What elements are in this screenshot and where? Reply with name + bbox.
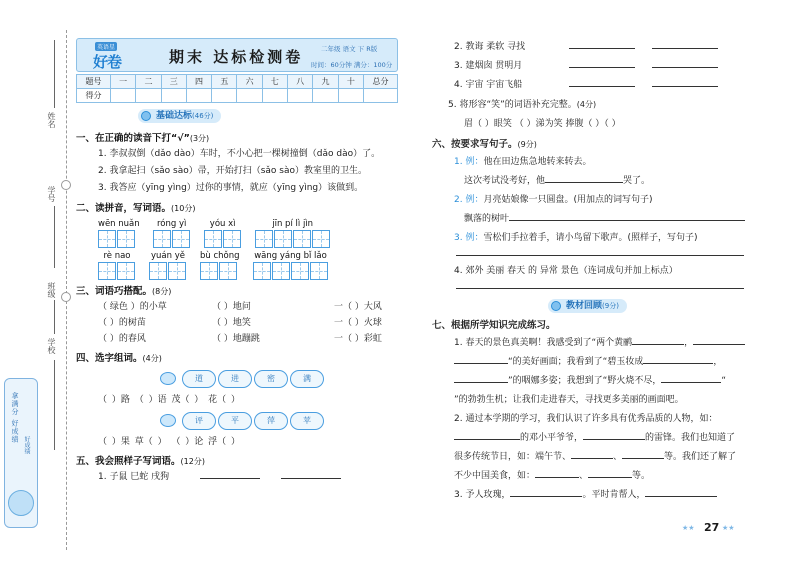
- question-7-text: 1. 春天的景色真美啊！我感受到了“两个黄鹂: [454, 338, 633, 348]
- question-7-text: 等。: [632, 471, 651, 481]
- score-header-cell: 六: [237, 75, 262, 89]
- answer-blank[interactable]: [281, 469, 341, 479]
- score-header-cell: 九: [313, 75, 338, 89]
- section-textbook-badge: [548, 299, 627, 313]
- example-label: 3. 例：: [454, 233, 484, 243]
- answer-blank[interactable]: [569, 39, 635, 49]
- pinyin-label: yuán yě: [151, 251, 185, 261]
- writing-grid[interactable]: [204, 230, 222, 248]
- lightbulb-icon: [141, 111, 151, 121]
- question-6-2-answer: [432, 210, 762, 229]
- question-2-text: 二、读拼音，写词语。: [76, 203, 172, 214]
- match-row: [76, 331, 402, 347]
- pinyin-group: [255, 218, 331, 248]
- pinyin-label: róng yì: [156, 219, 187, 229]
- score-input-cell[interactable]: [262, 89, 287, 103]
- name-label: 姓名: [47, 112, 56, 128]
- question-6-2: [432, 191, 762, 210]
- score-header-cell: 七: [262, 75, 287, 89]
- question-1-text: 一、在正确的读音下打“√”: [76, 133, 190, 144]
- question-4-title: [76, 351, 402, 366]
- exam-grade-info: 二年级 语文 下 R版: [321, 45, 378, 53]
- pinyin-group: [200, 250, 240, 280]
- answer-blank[interactable]: [510, 487, 582, 497]
- question-6-1: [432, 153, 762, 172]
- decor-stars: ★★: [682, 524, 695, 532]
- pinyin-label: rè nao: [103, 251, 131, 261]
- score-input-cell[interactable]: [338, 89, 363, 103]
- question-7-text: 的雷锋。我们也知道了: [645, 433, 736, 443]
- score-input-cell[interactable]: [186, 89, 211, 103]
- writing-grid[interactable]: [272, 262, 290, 280]
- school-label: 学校: [47, 338, 56, 354]
- book-icon: [551, 301, 561, 311]
- answer-blank[interactable]: [622, 449, 664, 459]
- question-7-text: 等。我们还了解了: [664, 452, 737, 462]
- question-7-2: 2. 通过本学期的学习，我们认识了许多具有优秀品质的人物，如：: [454, 414, 718, 424]
- question-7-text: ”的咽娜多姿；我想到了“野火烧不尽，: [508, 376, 662, 386]
- score-input-cell[interactable]: [212, 89, 237, 103]
- cloud-row: [76, 408, 402, 434]
- score-header-cell: 四: [186, 75, 211, 89]
- writing-grid[interactable]: [98, 230, 116, 248]
- answer-blank[interactable]: [545, 173, 623, 183]
- question-5-4: [432, 95, 762, 115]
- question-5-example: 4. 宇宙 宇宙飞船: [454, 80, 523, 90]
- example-sentence: 他在田边焦急地转来转去。: [483, 157, 592, 167]
- answer-blank[interactable]: [509, 211, 745, 221]
- question-7-1: 1. 春天的景色真美啊！我感受到了“两个黄鹂 ，: [432, 334, 762, 353]
- writing-grid[interactable]: [310, 262, 328, 280]
- question-5-4-text: 5. 将形容“笑”的词语补充完整。: [448, 100, 577, 110]
- score-header-cell: 题号: [77, 75, 111, 89]
- score-header-cell: 十: [338, 75, 363, 89]
- section-basic-badge: [138, 109, 221, 123]
- section-basic-points: (46分): [192, 112, 214, 120]
- question-7-3: [432, 486, 762, 505]
- writing-grid[interactable]: [172, 230, 190, 248]
- section-basic-title: 基础达标: [156, 111, 193, 121]
- binding-hole: [61, 292, 71, 302]
- score-input-cell[interactable]: [136, 89, 161, 103]
- answer-blank[interactable]: [652, 39, 718, 49]
- question-1-item[interactable]: 2. 我拿起扫（sǎo sào）帚，开始打扫（sǎo sào）教室里的卫生。: [98, 166, 368, 176]
- school-line[interactable]: [54, 360, 55, 450]
- question-2-points: (10分): [171, 204, 196, 213]
- pinyin-group: [98, 218, 140, 248]
- score-input-cell[interactable]: [288, 89, 313, 103]
- question-3-text: 三、词语巧搭配。: [76, 286, 153, 297]
- pinyin-label: jīn pí lì jìn: [272, 219, 314, 229]
- sentence-start: 这次考试没考好，他: [464, 176, 546, 186]
- side-banner-text: 拿满分 好成绩: [11, 392, 19, 444]
- cloud-char: 进: [218, 370, 252, 388]
- writing-grid[interactable]: [153, 230, 171, 248]
- match-item[interactable]: （ ）地笑: [212, 318, 251, 328]
- match-item[interactable]: （ 绿色 ）的小草: [98, 302, 167, 312]
- writing-grid[interactable]: [117, 230, 135, 248]
- answer-blank[interactable]: [643, 354, 713, 364]
- example-sentence: 月亮姑娘像一只圆盘。(用加点的词写句子): [483, 195, 653, 205]
- writing-grid[interactable]: [168, 262, 186, 280]
- writing-grid[interactable]: [255, 230, 273, 248]
- sentence-end: 哭了。: [623, 176, 651, 186]
- pinyin-group: [98, 250, 136, 280]
- question-5-title: [76, 454, 402, 469]
- question-7-text: “的美好画面；我看到了“碧玉妆成: [508, 357, 644, 367]
- answer-blank[interactable]: [571, 449, 613, 459]
- score-table: [76, 74, 398, 103]
- match-item[interactable]: （ ）地蹦跳: [212, 334, 260, 344]
- logo-tag: 英语星: [97, 44, 116, 51]
- question-7-text: 很多传统节日，如：端午节、: [454, 452, 572, 462]
- question-7-text: 不少中国美食，如：: [454, 471, 536, 481]
- question-6-3: [432, 229, 762, 248]
- example-label: 2. 例：: [454, 195, 484, 205]
- exam-title: 期末 达标检测卷: [169, 48, 304, 66]
- writing-grid[interactable]: [200, 262, 218, 280]
- answer-line[interactable]: [456, 281, 744, 289]
- score-header-cell: 五: [212, 75, 237, 89]
- writing-grid[interactable]: [219, 262, 237, 280]
- pinyin-group: [153, 218, 191, 248]
- question-4-text: 四、选字组词。: [76, 353, 143, 364]
- cloud-char: 评: [182, 412, 216, 430]
- question-1-points: (3分): [189, 134, 210, 143]
- question-5-points: (12分): [180, 457, 205, 466]
- binding-strip: [0, 0, 72, 565]
- score-header-cell: 三: [161, 75, 186, 89]
- answer-blank[interactable]: [200, 469, 260, 479]
- question-1-title: [76, 131, 402, 146]
- question-7-text: 的邓小平爷爷，: [520, 433, 584, 443]
- sentence-start: 飘落的树叶: [464, 214, 510, 224]
- match-item[interactable]: 一（ ）火球: [334, 318, 382, 328]
- match-item[interactable]: 一（ ）彩虹: [334, 334, 382, 344]
- match-item[interactable]: （ ）的树苗: [98, 318, 146, 328]
- match-row: [76, 315, 402, 331]
- cloud-row: [76, 366, 402, 392]
- question-6-1-answer: [432, 172, 762, 191]
- writing-grid[interactable]: [291, 262, 309, 280]
- answer-blank[interactable]: [661, 373, 721, 383]
- score-input-cell[interactable]: [111, 89, 136, 103]
- pinyin-group: [149, 250, 187, 280]
- logo-text: 好卷: [93, 53, 122, 71]
- score-input-cell[interactable]: [161, 89, 186, 103]
- score-header-row: [77, 75, 398, 89]
- answer-blank[interactable]: [569, 58, 635, 68]
- binding-cut-line: [66, 30, 67, 550]
- score-input-cell[interactable]: [313, 89, 338, 103]
- example-sentence: 雪松们手拉着手，请小鸟留下歌声。(照样子，写句子): [483, 233, 698, 243]
- decor-stars: ★★: [722, 524, 735, 532]
- question-7-1d: ”的勃勃生机；让我们走进春天，寻找更多美丽的画面吧。: [454, 395, 684, 405]
- pinyin-label: bù chǒng: [200, 251, 240, 261]
- exam-time-info: 时间：60分钟 满分：100分: [311, 61, 393, 69]
- question-5-example: 1. 子鼠 巳蛇 戌狗: [98, 472, 170, 482]
- score-input-cell[interactable]: [364, 89, 398, 103]
- pinyin-group: [204, 218, 242, 248]
- section-textbook-points: (9分): [602, 302, 619, 310]
- exam-header: [76, 38, 398, 72]
- match-row: [76, 299, 402, 315]
- writing-grid[interactable]: [149, 262, 167, 280]
- question-5-text: 五、我会照样子写词语。: [76, 456, 181, 467]
- cloud-char: 道: [182, 370, 216, 388]
- class-label: 班级: [47, 282, 56, 298]
- binding-hole: [61, 180, 71, 190]
- answer-blank[interactable]: [588, 468, 632, 478]
- match-item[interactable]: （ ）的春风: [98, 334, 146, 344]
- question-5-item: [432, 76, 762, 95]
- question-1-item[interactable]: 1. 李叔叔倒（dǎo dào）车时，不小心把一棵树撞倒（dǎo dào）了。: [98, 149, 381, 159]
- question-6-4: 4. 郊外 美丽 春天 的 异常 景色（连词成句并加上标点）: [454, 266, 678, 276]
- score-header-cell: 一: [111, 75, 136, 89]
- cloud-char: 苹: [290, 412, 324, 430]
- answer-blank[interactable]: [652, 77, 718, 87]
- answer-blank[interactable]: [454, 430, 520, 440]
- question-5-item: [432, 38, 762, 57]
- question-5-item: [432, 57, 762, 76]
- answer-blank[interactable]: [569, 77, 635, 87]
- writing-grid[interactable]: [274, 230, 292, 248]
- answer-line[interactable]: [456, 248, 744, 256]
- score-header-cell: 二: [136, 75, 161, 89]
- question-1-item[interactable]: 3. 我答应（yīng yìng）过你的事情，就应（yīng yìng）该做到。: [98, 183, 364, 193]
- robot-mascot-icon: [8, 490, 34, 516]
- cloud-char: 满: [290, 370, 324, 388]
- question-5-example: 3. 建烟囱 贯明月: [454, 61, 523, 71]
- side-banner-small: 好成绩: [23, 436, 30, 454]
- match-item[interactable]: （ ）地问: [212, 302, 251, 312]
- left-column: [76, 38, 402, 486]
- name-line[interactable]: [54, 40, 55, 108]
- section-textbook-title: 教材回顾: [566, 301, 603, 311]
- question-2-title: [76, 201, 402, 216]
- answer-blank[interactable]: [535, 468, 579, 478]
- writing-grid[interactable]: [312, 230, 330, 248]
- writing-grid[interactable]: [117, 262, 135, 280]
- match-item[interactable]: 一（ ）大风: [334, 302, 382, 312]
- bee-icon: [160, 414, 176, 427]
- score-value-row: [77, 89, 398, 103]
- score-header-cell: 总分: [364, 75, 398, 89]
- question-6-points: (9分): [517, 140, 537, 149]
- question-7-text: 3. 予人玫瑰，: [454, 490, 511, 500]
- answer-blank[interactable]: [583, 430, 645, 440]
- question-3-title: [76, 284, 402, 299]
- question-7-1b: “的美好画面；我看到了“碧玉妆成 ，: [432, 353, 762, 372]
- question-6-title: [432, 136, 762, 153]
- question-7-1c: ”的咽娜多姿；我想到了“野火烧不尽， “: [432, 372, 762, 391]
- writing-grid[interactable]: [98, 262, 116, 280]
- class-line[interactable]: [54, 300, 55, 334]
- question-3-points: (8分): [152, 287, 172, 296]
- writing-grid[interactable]: [223, 230, 241, 248]
- question-7-text: 。平时肯帮人，: [582, 490, 646, 500]
- laugh-fill-row[interactable]: 眉（ ）眼笑 （ ）涕为笑 捧腹（ ）（ ）: [464, 119, 621, 129]
- cloud-char: 平: [218, 412, 252, 430]
- fill-row[interactable]: （ ）果 草（ ） （ ）论 浮（ ）: [98, 437, 241, 447]
- pinyin-row: [76, 250, 402, 280]
- question-7-title: 七、根据所学知识完成练习。: [432, 320, 556, 331]
- pinyin-label: yóu xì: [209, 219, 236, 229]
- fill-row[interactable]: （ ）路 （ ）语 茂（ ） 花（ ）: [98, 395, 241, 405]
- right-column: [432, 38, 762, 505]
- answer-blank[interactable]: [652, 58, 718, 68]
- page-number: 27: [704, 521, 720, 534]
- pinyin-group: [253, 250, 329, 280]
- student-id-line[interactable]: [54, 206, 55, 268]
- writing-grid[interactable]: [253, 262, 271, 280]
- answer-blank[interactable]: [632, 335, 684, 345]
- answer-blank[interactable]: [645, 487, 717, 497]
- brand-logo: [81, 41, 139, 71]
- example-label: 1. 例：: [454, 157, 484, 167]
- answer-blank[interactable]: [693, 335, 745, 345]
- pinyin-label: wēn nuǎn: [98, 219, 140, 229]
- question-6-text: 六、按要求写句子。: [432, 139, 518, 150]
- score-label-cell: 得分: [77, 89, 111, 103]
- question-5-item: [76, 469, 402, 486]
- question-7-text: 、: [613, 452, 623, 462]
- question-4-points: (4分): [142, 354, 162, 363]
- student-id-label: 学号: [47, 186, 56, 202]
- answer-blank[interactable]: [454, 354, 508, 364]
- pinyin-label: wāng yáng bǐ lǎo: [254, 251, 327, 261]
- bee-icon: [160, 372, 176, 385]
- question-7-text: 、: [579, 471, 589, 481]
- question-5-example: 2. 教诲 柔软 寻找: [454, 42, 526, 52]
- pinyin-row: [76, 218, 402, 248]
- score-input-cell[interactable]: [237, 89, 262, 103]
- question-7-2d: [432, 467, 762, 486]
- question-5-4-points: (4分): [576, 100, 597, 109]
- cloud-char: 萍: [254, 412, 288, 430]
- question-7-2c: [432, 448, 762, 467]
- question-7-2b: [432, 429, 762, 448]
- cloud-char: 密: [254, 370, 288, 388]
- writing-grid[interactable]: [293, 230, 311, 248]
- answer-blank[interactable]: [454, 373, 508, 383]
- score-header-cell: 八: [288, 75, 313, 89]
